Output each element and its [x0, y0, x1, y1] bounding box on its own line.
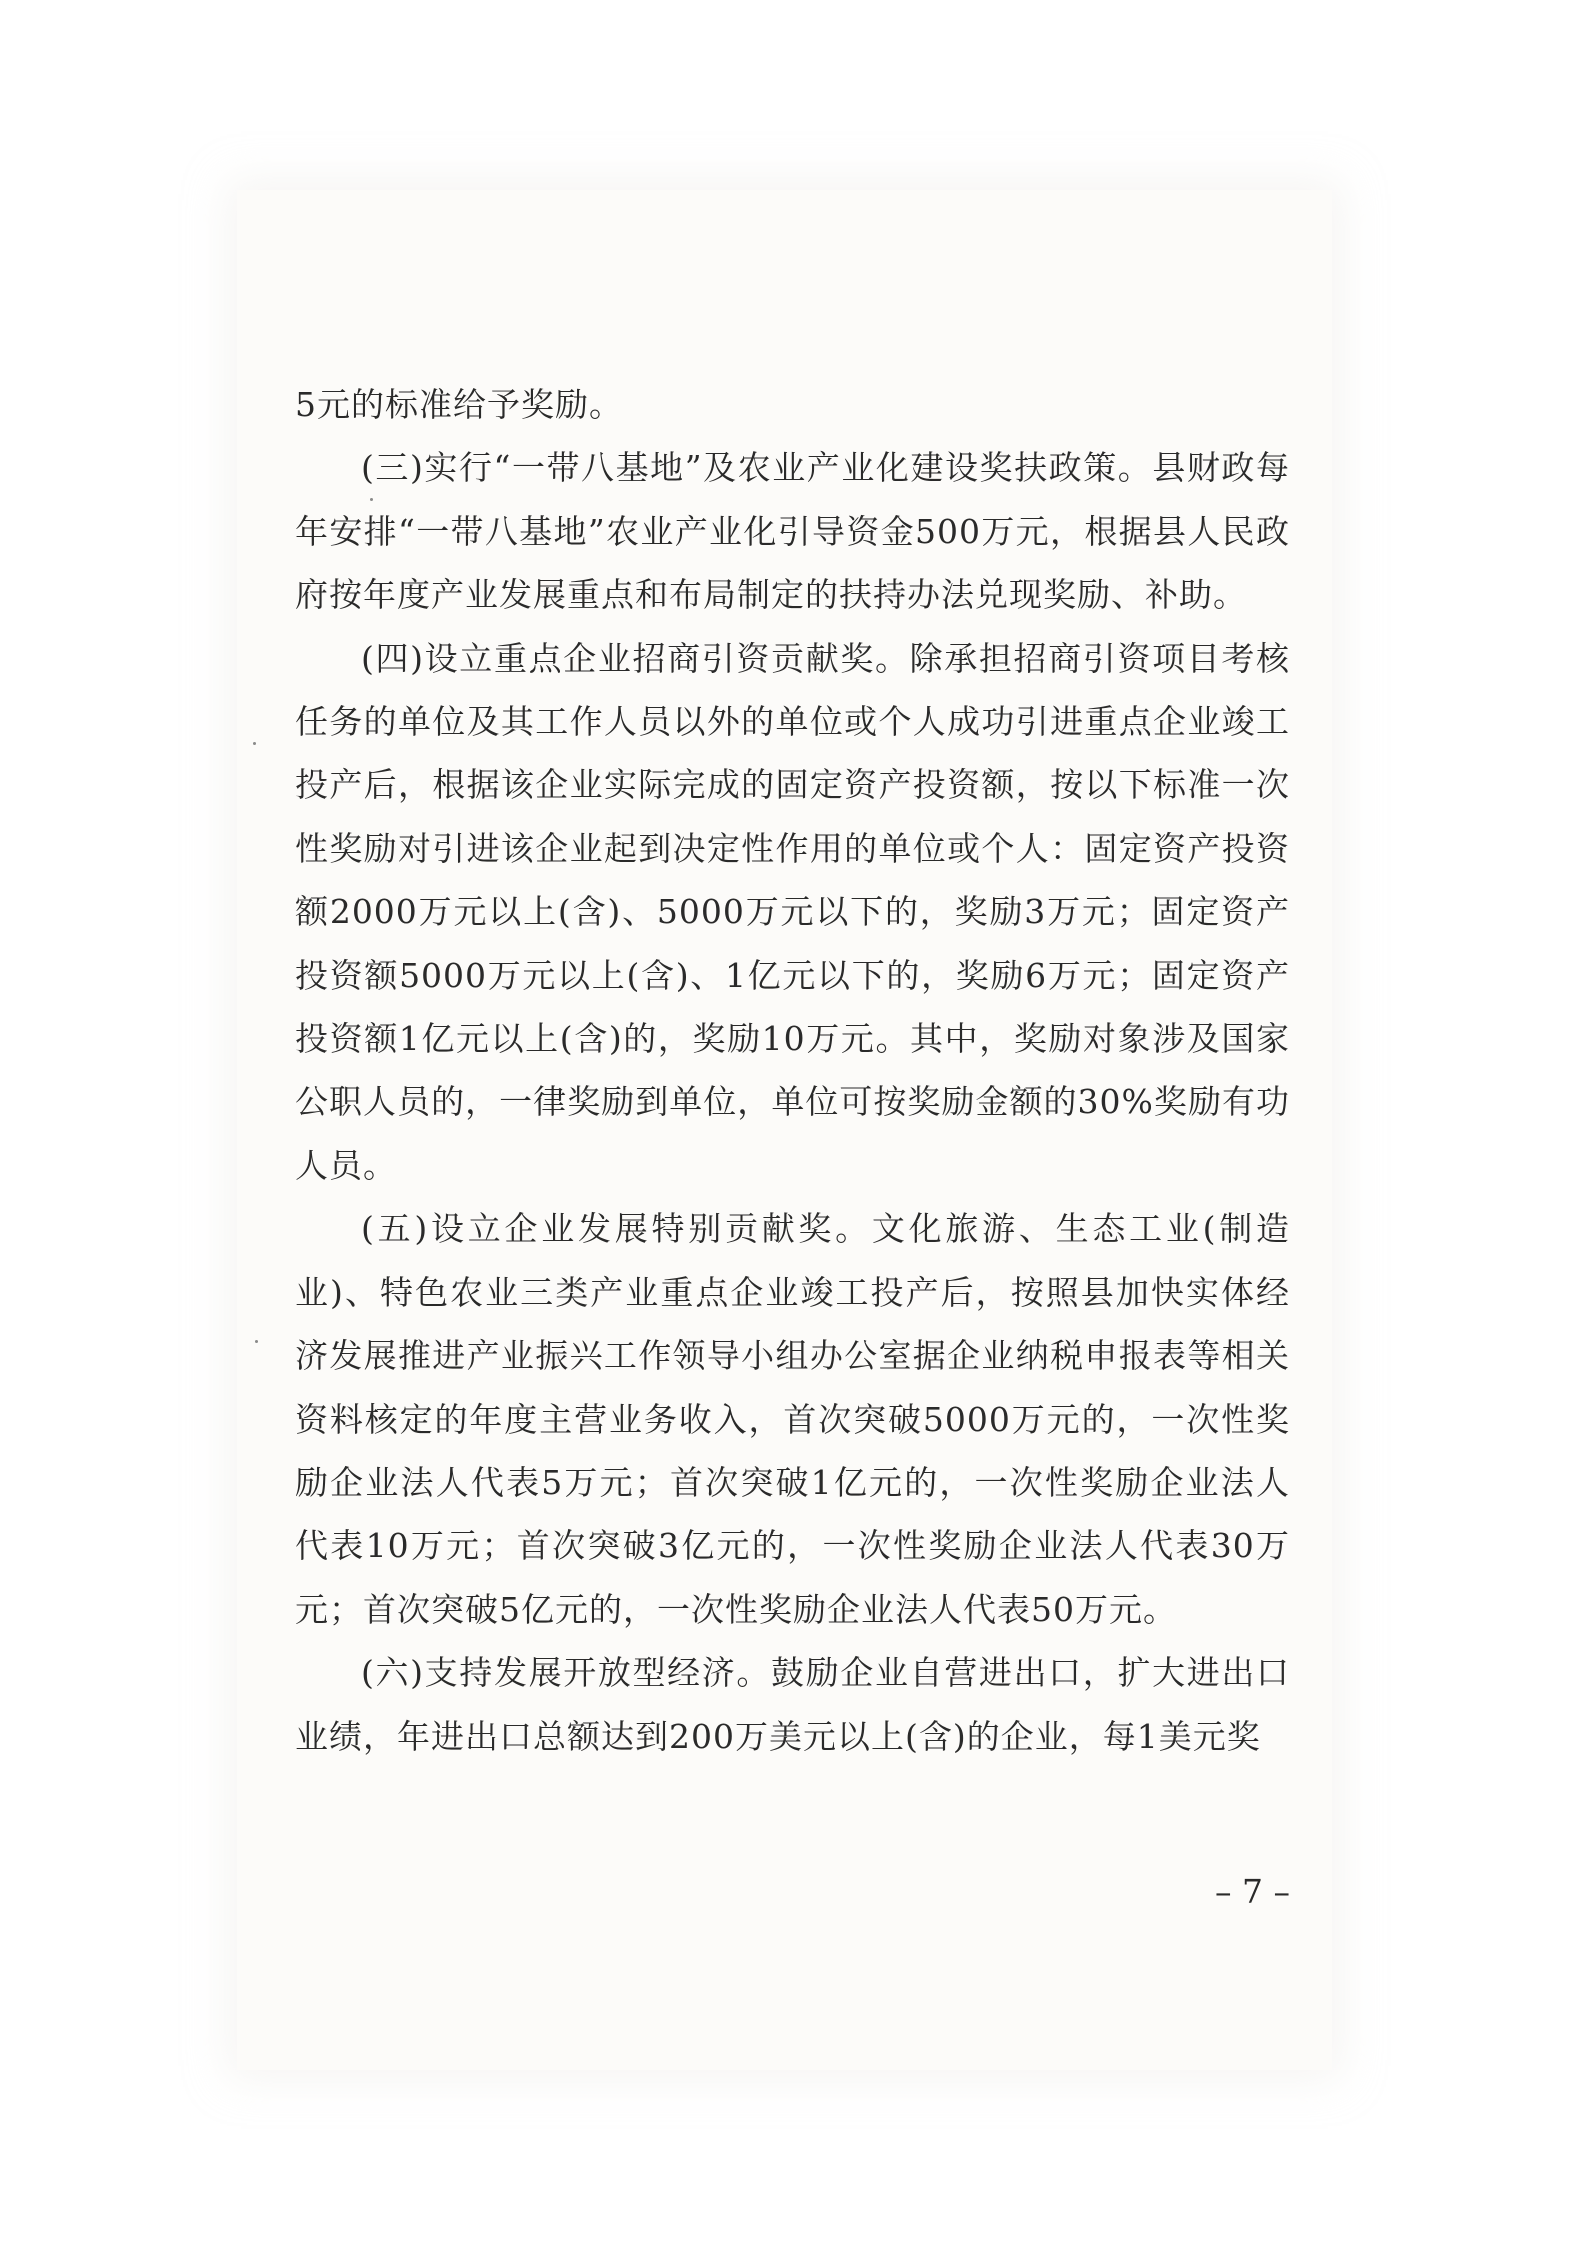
- paragraph-section-6: (六)支持发展开放型经济。鼓励企业自营进出口，扩大进出口业绩，年进出口总额达到200万美元以上(含)的企业，每1美元奖: [295, 1653, 1290, 1756]
- scan-speck: [255, 1340, 258, 1343]
- paragraph-section-5: (五)设立企业发展特别贡献奖。文化旅游、生态工业(制造业)、特色农业三类产业重点企业竣工投产后，按照县加快实体经济发展推进产业振兴工作领导小组办公室据企业纳税申报表等相关资料核定的年度主营业务收入，首次突破5000万元的，一次性奖励企业法人代表5万元；首次突破1亿元的，一次性奖励企业法人代表10万元；首次突破3亿元的，一次性奖励企业法人代表30万元；首次突破5亿元的，一次性奖励企业法人代表50万元。: [295, 1209, 1290, 1629]
- document-body: [295, 373, 1290, 1768]
- paragraph-section-3: (三)实行“一带八基地”及农业产业化建设奖扶政策。县财政每年安排“一带八基地”农业产业化引导资金500万元，根据县人民政府按年度产业发展重点和布局制定的扶持办法兑现奖励、补助。: [295, 448, 1290, 615]
- paragraph-section-4: (四)设立重点企业招商引资贡献奖。除承担招商引资项目考核任务的单位及其工作人员以外的单位或个人成功引进重点企业竣工投产后，根据该企业实际完成的固定资产投资额，按以下标准一次性奖励对引进该企业起到决定性作用的单位或个人：固定资产投资额2000万元以上(含)、5000万元以下的，奖励3万元；固定资产投资额5000万元以上(含)、1亿元以下的，奖励6万元；固定资产投资额1亿元以上(含)的，奖励10万元。其中，奖励对象涉及国家公职人员的，一律奖励到单位，单位可按奖励金额的30%奖励有功人员。: [295, 638, 1290, 1185]
- paragraph-continuation: 5元的标准给予奖励。: [295, 385, 623, 424]
- scan-speck: [253, 742, 256, 745]
- page-number: – 7 –: [1215, 1872, 1290, 1911]
